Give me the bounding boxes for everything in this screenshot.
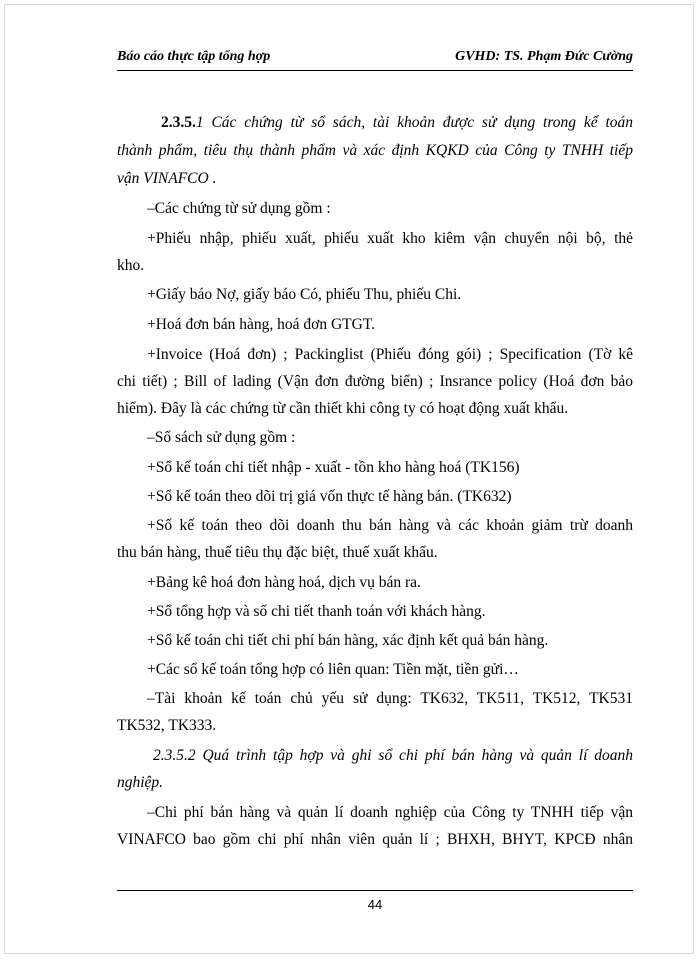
paragraph-expenses-line-1: –Chi phí bán hàng và quản lí doanh nghiệp của Công ty TNHH tiếp vận xyxy=(147,804,633,821)
paragraph-invoices: +Hoá đơn bán hàng, hoá đơn GTGT. xyxy=(147,316,376,333)
paragraph-receipts-line-2: kho. xyxy=(117,257,145,274)
paragraph-sales-list: +Bảng kê hoá đơn hàng hoá, dịch vụ bán ra. xyxy=(147,574,421,591)
paragraph-revenue-ledger-line-1: +Sổ kế toán theo dõi doanh thu bán hàng và các khoản giảm trừ doanh xyxy=(147,517,633,534)
paragraph-export-docs-line-3: hiểm). Đây là các chứng từ cần thiết khi công ty có hoạt động xuất khẩu. xyxy=(117,400,569,417)
section-1-number: 2.3.5. xyxy=(161,114,196,131)
paragraph-general-ledgers: +Các sổ kế toán tổng hợp có liên quan: Tiền mặt, tiền gửi… xyxy=(147,661,519,678)
paragraph-receipts-line-1: +Phiếu nhập, phiếu xuất, phiếu xuất kho kiêm vận chuyển nội bộ, thẻ xyxy=(147,230,633,247)
paragraph-export-docs-line-2: chi tiết) ; Bill of lading (Vận đơn đường biển) ; Insrance policy (Hoá đơn bảo xyxy=(117,373,633,390)
section-1-heading-line-1 xyxy=(117,114,633,132)
paragraph-revenue-ledger-line-2: thu bán hàng, thuế tiêu thụ đặc biệt, thuế xuất khẩu. xyxy=(117,544,438,561)
paragraph-export-docs-line-1: +Invoice (Hoá đơn) ; Packinglist (Phiếu đóng gói) ; Specification (Tờ kê xyxy=(147,346,633,363)
paragraph-selling-expense-ledger: +Sổ kế toán chi tiết chi phí bán hàng, xác định kết quả bán hàng. xyxy=(147,632,549,649)
page-number: 44 xyxy=(367,897,383,912)
paragraph-cost-ledger: +Sổ kế toán theo dõi trị giá vốn thực tế hàng bán. (TK632) xyxy=(147,488,512,505)
section-1-title-text: 1 Các chứng từ sổ sách, tài khoản được sử dụng trong kế toán xyxy=(195,114,633,131)
paragraph-accounts-line-2: TK532, TK333. xyxy=(117,717,217,734)
header-supervisor: GVHD: TS. Phạm Đức Cường xyxy=(455,49,633,64)
paragraph-expenses-line-2: VINAFCO bao gồm chi phí nhân viên quản lí ; BHXH, BHYT, KPCĐ nhân xyxy=(117,831,633,848)
paragraph-customer-ledger: +Sổ tổng hợp và sổ chi tiết thanh toán với khách hàng. xyxy=(147,603,486,620)
section-2-heading-line-2: nghiệp. xyxy=(117,774,164,791)
section-1-heading-line-3: vận VINAFCO . xyxy=(117,170,217,187)
paragraph-bank-notices: +Giấy báo Nợ, giấy báo Có, phiếu Thu, phiếu Chi. xyxy=(147,286,462,303)
paragraph-documents-intro: –Các chứng từ sử dụng gồm : xyxy=(147,200,331,217)
paragraph-inventory-ledger: +Sổ kế toán chi tiết nhập - xuất - tồn kho hàng hoá (TK156) xyxy=(147,459,520,476)
section-2-heading-line-1: 2.3.5.2 Quá trình tập hợp và ghi sổ chi phí bán hàng và quản lí doanh xyxy=(153,747,633,764)
footer-divider xyxy=(117,890,633,891)
paragraph-books-intro: –Sổ sách sử dụng gồm : xyxy=(147,429,296,446)
header-report-title: Báo cáo thực tập tổng hợp xyxy=(117,49,271,64)
page-header xyxy=(117,46,633,71)
paragraph-accounts-line-1: –Tài khoản kế toán chủ yếu sử dụng: TK632, TK511, TK512, TK531 xyxy=(147,690,633,707)
section-1-heading-line-2: thành phẩm, tiêu thụ thành phẩm và xác định KQKD của Công ty TNHH tiếp xyxy=(117,142,633,159)
